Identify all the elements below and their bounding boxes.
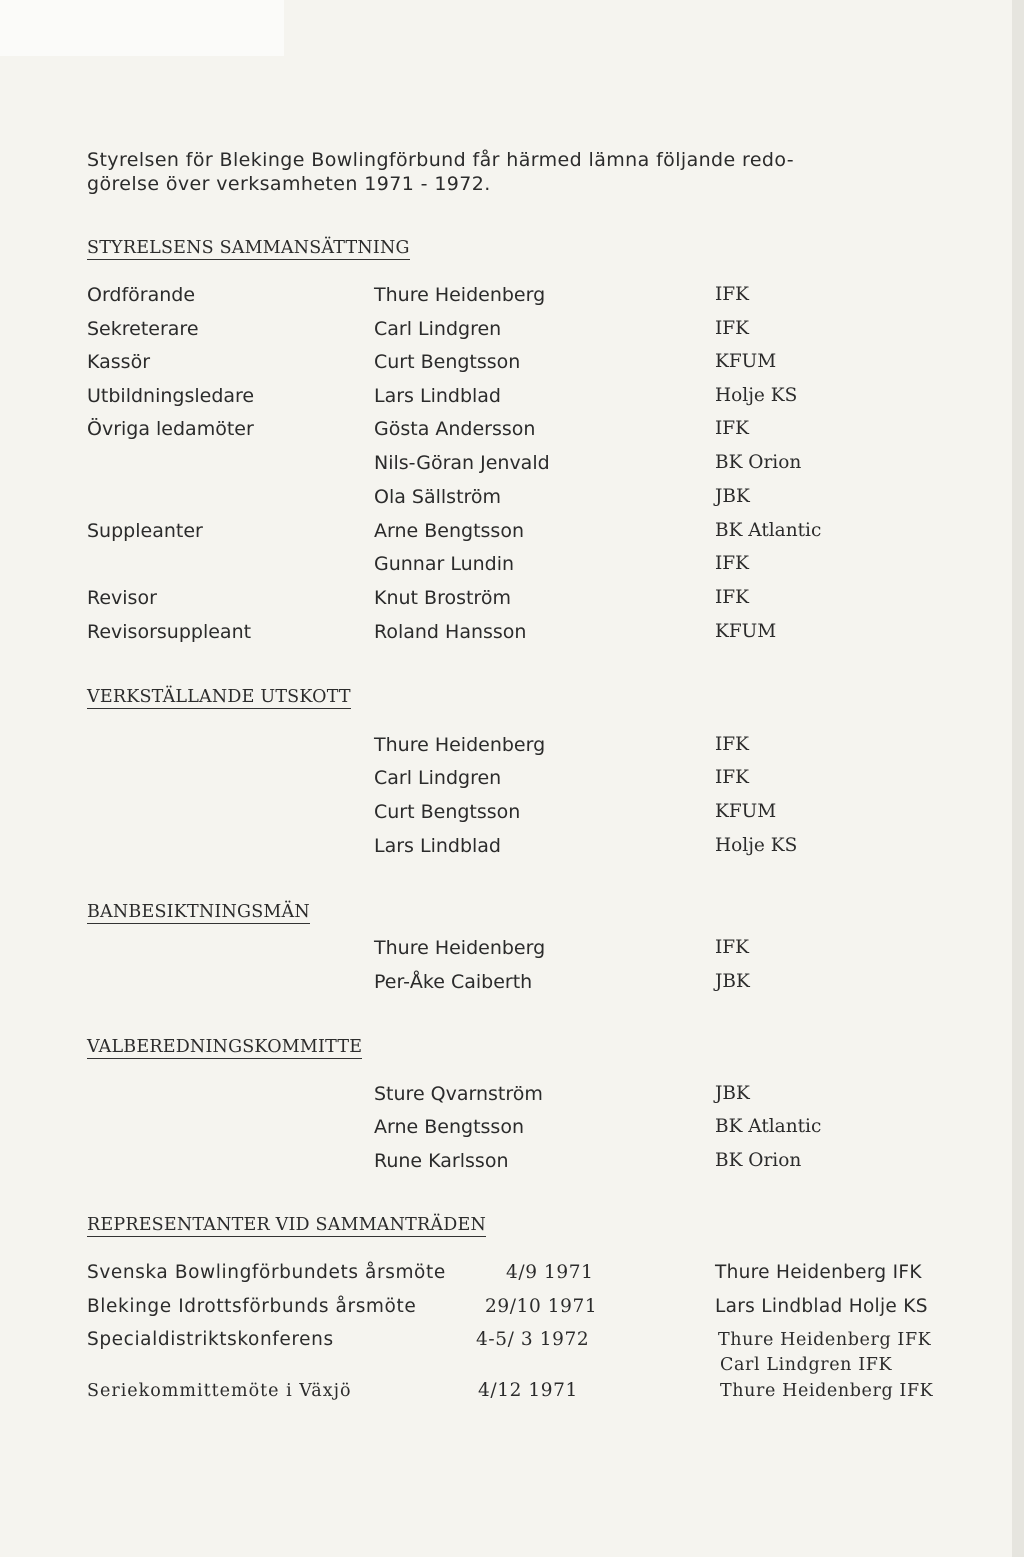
role: Kassör <box>87 351 151 373</box>
club: KFUM <box>715 801 777 822</box>
meeting-date: 4/12 1971 <box>478 1380 578 1401</box>
inspector-row <box>0 936 1000 966</box>
inspector-row <box>0 970 1000 1000</box>
board-row <box>0 384 1000 414</box>
intro-paragraph <box>87 148 887 196</box>
name: Thure Heidenberg <box>374 284 546 306</box>
board-row <box>0 350 1000 380</box>
club: IFK <box>715 587 749 608</box>
representative: Thure Heidenberg IFK <box>715 1262 922 1283</box>
club: BK Atlantic <box>715 520 822 541</box>
name: Arne Bengtsson <box>374 520 524 542</box>
club: JBK <box>715 1083 750 1104</box>
name: Arne Bengtsson <box>374 1116 524 1138</box>
role: Suppleanter <box>87 520 203 542</box>
name: Nils-Göran Jenvald <box>374 452 550 474</box>
name: Ola Sällström <box>374 486 502 508</box>
role: Revisor <box>87 587 157 609</box>
nomination-row <box>0 1082 1000 1112</box>
club: KFUM <box>715 621 777 642</box>
heading-verkstallande: VERKSTÄLLANDE UTSKOTT <box>87 687 351 707</box>
name: Gunnar Lundin <box>374 553 515 575</box>
committee-row <box>0 800 1000 830</box>
intro-line: Styrelsen för Blekinge Bowlingförbund får härmed lämna följande redo- <box>87 149 795 171</box>
heading-valberedning: VALBEREDNINGSKOMMITTE <box>87 1037 363 1057</box>
committee-row <box>0 834 1000 864</box>
club: IFK <box>715 734 749 755</box>
meeting-name: Svenska Bowlingförbundets årsmöte <box>87 1262 446 1283</box>
nomination-row <box>0 1149 1000 1179</box>
name: Carl Lindgren <box>374 318 502 340</box>
club: BK Orion <box>715 1150 802 1171</box>
board-row <box>0 586 1000 616</box>
club: IFK <box>715 767 749 788</box>
board-row <box>0 317 1000 347</box>
club: IFK <box>715 418 749 439</box>
heading-banbesiktning: BANBESIKTNINGSMÄN <box>87 902 310 922</box>
board-row <box>0 451 1000 481</box>
representative: Thure Heidenberg IFK <box>720 1381 934 1401</box>
committee-row <box>0 733 1000 763</box>
club: Holje KS <box>715 835 798 856</box>
heading-styrelse: STYRELSENS SAMMANSÄTTNING <box>87 238 410 258</box>
name: Roland Hansson <box>374 621 527 643</box>
role: Utbildningsledare <box>87 385 255 407</box>
name: Thure Heidenberg <box>374 937 546 959</box>
committee-row <box>0 766 1000 796</box>
name: Knut Broström <box>374 587 511 609</box>
board-row <box>0 519 1000 549</box>
name: Curt Bengtsson <box>374 801 521 823</box>
club: IFK <box>715 318 749 339</box>
meeting-name: Specialdistriktskonferens <box>87 1329 334 1350</box>
club: KFUM <box>715 351 777 372</box>
club: JBK <box>715 486 750 507</box>
name: Lars Lindblad <box>374 385 501 407</box>
representative: Lars Lindblad Holje KS <box>715 1296 928 1317</box>
role: Ordförande <box>87 284 196 306</box>
meeting-name: Blekinge Idrottsförbunds årsmöte <box>87 1296 417 1317</box>
nomination-row <box>0 1115 1000 1145</box>
page-edge <box>1012 0 1024 1557</box>
meeting-date: 4-5/ 3 1972 <box>476 1329 590 1350</box>
representative: Carl Lindgren IFK <box>720 1355 893 1375</box>
club: IFK <box>715 553 749 574</box>
board-row <box>0 283 1000 313</box>
name: Sture Qvarnström <box>374 1083 543 1105</box>
meeting-date: 4/9 1971 <box>506 1262 594 1283</box>
meeting-name: Seriekommittemöte i Växjö <box>87 1381 352 1401</box>
name: Curt Bengtsson <box>374 351 521 373</box>
club: Holje KS <box>715 385 798 406</box>
name: Thure Heidenberg <box>374 734 546 756</box>
intro-line: görelse över verksamheten 1971 - 1972. <box>87 173 491 195</box>
board-row <box>0 552 1000 582</box>
club: IFK <box>715 937 749 958</box>
meeting-date: 29/10 1971 <box>485 1296 598 1317</box>
role: Revisorsuppleant <box>87 621 252 643</box>
role: Övriga ledamöter <box>87 418 254 440</box>
board-row <box>0 620 1000 650</box>
board-row <box>0 417 1000 447</box>
name: Lars Lindblad <box>374 835 501 857</box>
corner-patch <box>0 0 284 56</box>
club: IFK <box>715 284 749 305</box>
club: BK Atlantic <box>715 1116 822 1137</box>
name: Gösta Andersson <box>374 418 536 440</box>
name: Per-Åke Caiberth <box>374 971 533 993</box>
club: JBK <box>715 971 750 992</box>
name: Carl Lindgren <box>374 767 502 789</box>
board-row <box>0 485 1000 515</box>
representative: Thure Heidenberg IFK <box>718 1330 932 1350</box>
role: Sekreterare <box>87 318 199 340</box>
heading-representanter: REPRESENTANTER VID SAMMANTRÄDEN <box>87 1215 486 1235</box>
club: BK Orion <box>715 452 802 473</box>
name: Rune Karlsson <box>374 1150 509 1172</box>
